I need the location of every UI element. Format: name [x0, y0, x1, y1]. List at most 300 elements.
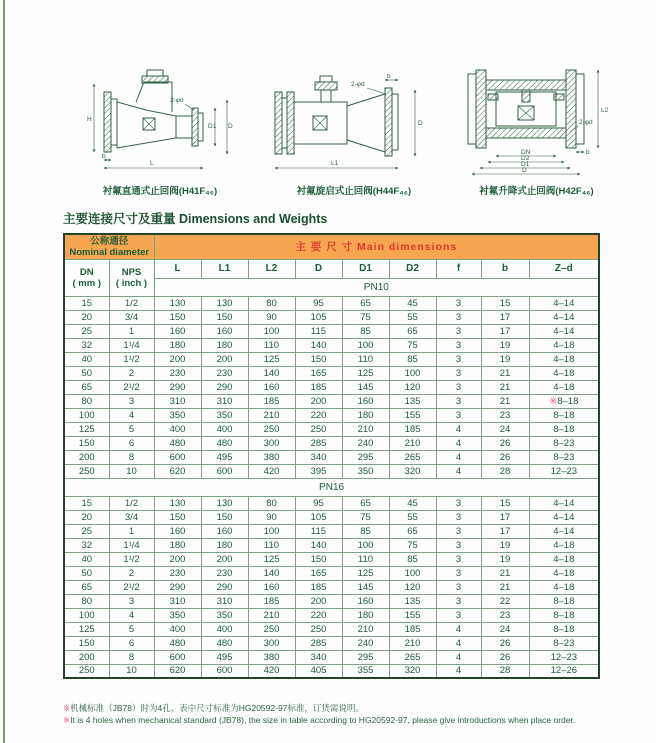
- table-cell: 250: [248, 422, 295, 436]
- table-cell: 4–14: [529, 524, 599, 538]
- table-cell: 250: [64, 664, 109, 678]
- table-cell: 200: [201, 552, 248, 566]
- table-cell: 6: [109, 436, 154, 450]
- table-cell: 145: [342, 580, 389, 594]
- table-cell: 3: [109, 594, 154, 608]
- table-cell: 125: [64, 422, 109, 436]
- table-cell: 100: [248, 324, 295, 338]
- table-cell: 405: [295, 664, 342, 678]
- table-cell: 2¹/2: [109, 580, 154, 594]
- table-cell: 160: [248, 580, 295, 594]
- table-cell: 240: [342, 636, 389, 650]
- table-cell: 200: [154, 552, 201, 566]
- table-cell: 3: [436, 552, 481, 566]
- table-cell: 350: [201, 408, 248, 422]
- table-cell: 15: [481, 296, 529, 310]
- table-cell: 17: [481, 310, 529, 324]
- table-cell: 350: [201, 608, 248, 622]
- table-cell: 55: [389, 310, 436, 324]
- table-cell: 100: [342, 338, 389, 352]
- table-cell: 150: [295, 352, 342, 366]
- table-cell: 230: [154, 566, 201, 580]
- table-cell: 26: [481, 450, 529, 464]
- table-cell: 3: [436, 594, 481, 608]
- table-cell: 3: [436, 524, 481, 538]
- table-cell: 3: [436, 510, 481, 524]
- table-cell: 200: [154, 352, 201, 366]
- table-cell: 4–18: [529, 352, 599, 366]
- table-cell: 22: [481, 594, 529, 608]
- table-cell: 3: [436, 580, 481, 594]
- table-cell: 420: [248, 664, 295, 678]
- table-cell: 290: [201, 380, 248, 394]
- table-cell: 8–18: [529, 622, 599, 636]
- table-cell: 4–18: [529, 538, 599, 552]
- table-cell: 180: [342, 608, 389, 622]
- table-cell: 12–23: [529, 464, 599, 478]
- table-cell: 160: [342, 394, 389, 408]
- table-cell: 200: [64, 450, 109, 464]
- table-cell: 130: [201, 496, 248, 510]
- table-row: [64, 650, 599, 664]
- table-cell: 250: [295, 622, 342, 636]
- table-cell: 160: [248, 380, 295, 394]
- figure-straight-check-valve: [84, 66, 236, 197]
- dim-label-d: D: [228, 123, 233, 130]
- table-cell: 4: [436, 650, 481, 664]
- table-cell: 1: [109, 524, 154, 538]
- table-cell: 210: [342, 622, 389, 636]
- table-cell: 1¹/2: [109, 352, 154, 366]
- table-cell: 8–18: [529, 408, 599, 422]
- table-cell: 20: [64, 510, 109, 524]
- table-cell: 180: [154, 538, 201, 552]
- table-cell: 600: [201, 464, 248, 478]
- table-cell: 20: [64, 310, 109, 324]
- drawing-caption-h44f46: 衬氟旋启式止回阀(H44F₄₆): [296, 186, 412, 197]
- main-dimensions-header: 主 要 尺 寸 Main dimensions: [154, 234, 599, 259]
- table-cell: 265: [389, 650, 436, 664]
- column-header-zd: Z–d: [529, 259, 599, 278]
- table-cell: 480: [154, 636, 201, 650]
- table-cell: 115: [295, 324, 342, 338]
- nominal-diameter-en: Nominal diameter: [69, 246, 150, 258]
- table-cell: 4–14: [529, 496, 599, 510]
- table-row: [64, 622, 599, 636]
- table-cell: 19: [481, 538, 529, 552]
- table-cell: 1¹/4: [109, 338, 154, 352]
- dim-label-b: b: [102, 153, 106, 160]
- table-cell: 4: [436, 622, 481, 636]
- table-cell: 10: [109, 664, 154, 678]
- table-row: [64, 664, 599, 678]
- dim-label-d1: D1: [208, 123, 217, 130]
- table-cell: 210: [248, 608, 295, 622]
- table-cell: 75: [342, 510, 389, 524]
- table-cell: 17: [481, 324, 529, 338]
- table-cell: 3: [436, 608, 481, 622]
- table-cell: 2¹/2: [109, 380, 154, 394]
- table-cell: 140: [295, 338, 342, 352]
- table-cell: 290: [201, 580, 248, 594]
- table-cell: 4–14: [529, 310, 599, 324]
- table-cell: 380: [248, 450, 295, 464]
- table-cell: 23: [481, 408, 529, 422]
- table-cell: 495: [201, 650, 248, 664]
- table-cell: 350: [342, 464, 389, 478]
- table-cell: 45: [389, 296, 436, 310]
- table-cell: 400: [201, 422, 248, 436]
- table-cell: 230: [154, 366, 201, 380]
- table-cell: 55: [389, 510, 436, 524]
- table-cell: 285: [295, 436, 342, 450]
- table-cell: 250: [248, 622, 295, 636]
- table-row: [64, 524, 599, 538]
- table-cell: 19: [481, 552, 529, 566]
- table-cell: 200: [64, 650, 109, 664]
- table-cell: 3: [436, 380, 481, 394]
- table-cell: 3: [436, 324, 481, 338]
- column-header-d2: D2: [389, 259, 436, 278]
- dim-label-l: L: [150, 160, 154, 167]
- dim-label-dn: DN: [521, 149, 531, 156]
- table-cell: 65: [342, 296, 389, 310]
- figure-swing-check-valve: [263, 70, 445, 197]
- table-cell: 4–14: [529, 324, 599, 338]
- table-cell: 180: [201, 538, 248, 552]
- table-cell: 85: [389, 552, 436, 566]
- table-cell: 155: [389, 408, 436, 422]
- table-cell: 150: [154, 310, 201, 324]
- column-header-l2: L2: [248, 259, 295, 278]
- table-cell: 250: [295, 422, 342, 436]
- table-cell: 165: [295, 366, 342, 380]
- table-cell: 320: [389, 464, 436, 478]
- table-cell: 15: [64, 496, 109, 510]
- table-row: [64, 566, 599, 580]
- table-cell: 4–18: [529, 380, 599, 394]
- table-row: [64, 310, 599, 324]
- footnote-en: ※It is 4 holes when mechanical standard (JB78), the size in table according to HG20592-97, please give introductions when place order.: [63, 715, 576, 725]
- table-cell: 3: [109, 394, 154, 408]
- table-cell: 165: [295, 566, 342, 580]
- table-cell: 600: [154, 650, 201, 664]
- table-cell: 50: [64, 566, 109, 580]
- table-cell: 140: [295, 538, 342, 552]
- table-cell: 220: [295, 608, 342, 622]
- table-cell: 19: [481, 338, 529, 352]
- dim-label-d1: D1: [521, 161, 530, 168]
- table-cell: 480: [201, 636, 248, 650]
- table-cell: 185: [389, 622, 436, 636]
- table-cell: 4–14: [529, 510, 599, 524]
- table-cell: 28: [481, 664, 529, 678]
- table-cell: 350: [154, 408, 201, 422]
- table-cell: 355: [342, 664, 389, 678]
- table-cell: 120: [389, 380, 436, 394]
- table-cell: 75: [389, 338, 436, 352]
- table-row: [64, 436, 599, 450]
- table-cell: 80: [248, 296, 295, 310]
- table-cell: ※8–18: [529, 394, 599, 408]
- table-cell: 21: [481, 566, 529, 580]
- table-row: [64, 338, 599, 352]
- table-cell: 8–23: [529, 436, 599, 450]
- table-cell: 1: [109, 324, 154, 338]
- dim-label-l2: L2: [601, 107, 609, 114]
- table-cell: 5: [109, 622, 154, 636]
- table-cell: 15: [64, 296, 109, 310]
- table-cell: 130: [201, 296, 248, 310]
- table-cell: 12–26: [529, 664, 599, 678]
- column-header-l: L: [154, 259, 201, 278]
- table-cell: 400: [154, 422, 201, 436]
- table-cell: 185: [295, 380, 342, 394]
- table-cell: 28: [481, 464, 529, 478]
- valve-drawing-h44f46-icon: [263, 70, 445, 176]
- valve-drawing-h41f46-icon: [84, 66, 236, 176]
- table-cell: 40: [64, 552, 109, 566]
- table-cell: 8–18: [529, 608, 599, 622]
- table-cell: 100: [342, 538, 389, 552]
- table-row: [64, 538, 599, 552]
- table-cell: 1/2: [109, 496, 154, 510]
- figure-lift-check-valve: [448, 62, 625, 197]
- table-cell: 100: [389, 366, 436, 380]
- column-header-d: D: [295, 259, 342, 278]
- table-cell: 40: [64, 352, 109, 366]
- table-cell: 130: [154, 496, 201, 510]
- table-cell: 200: [295, 594, 342, 608]
- table-cell: 6: [109, 636, 154, 650]
- table-cell: 65: [389, 324, 436, 338]
- table-cell: 160: [201, 524, 248, 538]
- table-cell: 10: [109, 464, 154, 478]
- table-cell: 100: [64, 608, 109, 622]
- table-row: [64, 464, 599, 478]
- table-cell: 150: [201, 510, 248, 524]
- table-cell: 420: [248, 464, 295, 478]
- table-cell: 150: [201, 310, 248, 324]
- dimensions-table: [63, 233, 600, 679]
- table-cell: 105: [295, 310, 342, 324]
- table-cell: 295: [342, 450, 389, 464]
- table-cell: 160: [342, 594, 389, 608]
- table-cell: 8–18: [529, 594, 599, 608]
- table-cell: 185: [248, 394, 295, 408]
- table-cell: 1/2: [109, 296, 154, 310]
- table-row: [64, 394, 599, 408]
- table-cell: 80: [248, 496, 295, 510]
- nominal-diameter-zh: 公称通径: [90, 235, 129, 247]
- table-cell: 65: [342, 496, 389, 510]
- table-cell: 160: [154, 324, 201, 338]
- table-cell: 21: [481, 580, 529, 594]
- table-cell: 160: [154, 524, 201, 538]
- table-cell: 3: [436, 352, 481, 366]
- table-row: [64, 352, 599, 366]
- table-cell: 110: [248, 338, 295, 352]
- table-row: [64, 594, 599, 608]
- table-cell: 80: [64, 394, 109, 408]
- table-cell: 185: [295, 580, 342, 594]
- table-cell: 125: [248, 352, 295, 366]
- table-cell: 150: [64, 436, 109, 450]
- table-cell: 600: [154, 450, 201, 464]
- table-cell: 185: [248, 594, 295, 608]
- table-cell: 120: [389, 580, 436, 594]
- table-cell: 8: [109, 650, 154, 664]
- column-header-l1: L1: [201, 259, 248, 278]
- table-cell: 4–18: [529, 566, 599, 580]
- table-cell: 4: [436, 464, 481, 478]
- table-row: [64, 608, 599, 622]
- table-row: [64, 380, 599, 394]
- table-cell: 145: [342, 380, 389, 394]
- table-cell: 110: [342, 552, 389, 566]
- table-cell: 400: [154, 622, 201, 636]
- table-cell: 200: [295, 394, 342, 408]
- table-cell: 180: [342, 408, 389, 422]
- dim-label-holes: 2-φd: [579, 119, 593, 126]
- table-cell: 24: [481, 422, 529, 436]
- table-cell: 240: [342, 436, 389, 450]
- table-cell: 1¹/4: [109, 538, 154, 552]
- table-cell: 380: [248, 650, 295, 664]
- table-cell: 1¹/2: [109, 552, 154, 566]
- table-cell: 3: [436, 496, 481, 510]
- table-cell: 180: [201, 338, 248, 352]
- drawing-caption-h41f46: 衬氟直通式止回阀(H41F₄₆): [102, 186, 218, 197]
- table-cell: 125: [342, 366, 389, 380]
- table-cell: 495: [201, 450, 248, 464]
- dim-label-b: b: [586, 149, 590, 156]
- table-cell: 4: [436, 422, 481, 436]
- table-cell: 65: [64, 580, 109, 594]
- table-cell: 15: [481, 496, 529, 510]
- table-cell: 8: [109, 450, 154, 464]
- table-cell: 100: [389, 566, 436, 580]
- table-cell: 220: [295, 408, 342, 422]
- table-cell: 125: [248, 552, 295, 566]
- table-cell: 395: [295, 464, 342, 478]
- table-row: [64, 408, 599, 422]
- table-cell: 135: [389, 594, 436, 608]
- footnote-zh: ※机械标准（JB78）时为4孔，表中尺寸标准为HG20592-97标准，订货需说明。: [63, 703, 364, 713]
- table-cell: 4–18: [529, 366, 599, 380]
- table-cell: 90: [248, 310, 295, 324]
- table-cell: 290: [154, 580, 201, 594]
- table-cell: 17: [481, 510, 529, 524]
- table-cell: 4–18: [529, 552, 599, 566]
- table-cell: 210: [342, 422, 389, 436]
- table-cell: 24: [481, 622, 529, 636]
- table-cell: 2: [109, 566, 154, 580]
- dim-label-d2: D2: [521, 155, 530, 162]
- table-cell: 4: [436, 636, 481, 650]
- table-cell: 65: [389, 524, 436, 538]
- table-cell: 4: [436, 436, 481, 450]
- pressure-band-label-pn16: PN16: [64, 478, 599, 496]
- table-cell: 620: [154, 464, 201, 478]
- table-cell: 5: [109, 422, 154, 436]
- table-cell: 25: [64, 524, 109, 538]
- table-cell: 310: [201, 594, 248, 608]
- table-cell: 125: [342, 566, 389, 580]
- table-cell: 3: [436, 394, 481, 408]
- table-row: [64, 496, 599, 510]
- column-header-dn: DN ( mm ): [64, 259, 109, 296]
- table-cell: 135: [389, 394, 436, 408]
- table-cell: 265: [389, 450, 436, 464]
- table-cell: 130: [154, 296, 201, 310]
- table-cell: 290: [154, 380, 201, 394]
- table-cell: 600: [201, 664, 248, 678]
- table-cell: 150: [64, 636, 109, 650]
- table-cell: 2: [109, 366, 154, 380]
- table-cell: 32: [64, 338, 109, 352]
- table-cell: 21: [481, 394, 529, 408]
- table-cell: 4: [436, 450, 481, 464]
- table-cell: 350: [154, 608, 201, 622]
- footnote-marker-icon: ※: [63, 715, 71, 725]
- column-header-nps: NPS ( inch ): [109, 259, 154, 296]
- header-row-columns: [64, 259, 599, 278]
- dim-label-b: b: [387, 73, 391, 80]
- pressure-band-label-pn10: PN10: [154, 278, 599, 296]
- table-cell: 21: [481, 366, 529, 380]
- table-cell: 50: [64, 366, 109, 380]
- valve-drawing-h42f46-icon: [448, 62, 625, 176]
- table-cell: 12–23: [529, 650, 599, 664]
- table-cell: 8–23: [529, 636, 599, 650]
- table-row: [64, 450, 599, 464]
- nominal-diameter-header: [64, 234, 154, 259]
- table-cell: 110: [342, 352, 389, 366]
- table-cell: 150: [154, 510, 201, 524]
- table-cell: 150: [295, 552, 342, 566]
- table-row: [64, 422, 599, 436]
- column-header-f: f: [436, 259, 481, 278]
- table-cell: 140: [248, 366, 295, 380]
- footnotes: [63, 702, 575, 726]
- column-header-d1: D1: [342, 259, 389, 278]
- dim-label-holes: 2-φd: [351, 81, 365, 88]
- table-row: [64, 324, 599, 338]
- table-cell: 3/4: [109, 310, 154, 324]
- table-row: [64, 510, 599, 524]
- table-cell: 210: [389, 636, 436, 650]
- dim-label-d: D: [418, 120, 423, 127]
- table-cell: 4: [436, 664, 481, 678]
- table-cell: 3/4: [109, 510, 154, 524]
- table-cell: 26: [481, 636, 529, 650]
- table-cell: 480: [154, 436, 201, 450]
- table-cell: 285: [295, 636, 342, 650]
- table-row: [64, 366, 599, 380]
- table-cell: 75: [389, 538, 436, 552]
- table-cell: 3: [436, 538, 481, 552]
- page-title: 主要连接尺寸及重量 Dimensions and Weights: [63, 212, 328, 226]
- table-row: [64, 552, 599, 566]
- table-cell: 3: [436, 566, 481, 580]
- table-cell: 32: [64, 538, 109, 552]
- table-cell: 3: [436, 296, 481, 310]
- table-cell: 26: [481, 436, 529, 450]
- table-cell: 3: [436, 338, 481, 352]
- table-cell: 19: [481, 352, 529, 366]
- table-row: [64, 636, 599, 650]
